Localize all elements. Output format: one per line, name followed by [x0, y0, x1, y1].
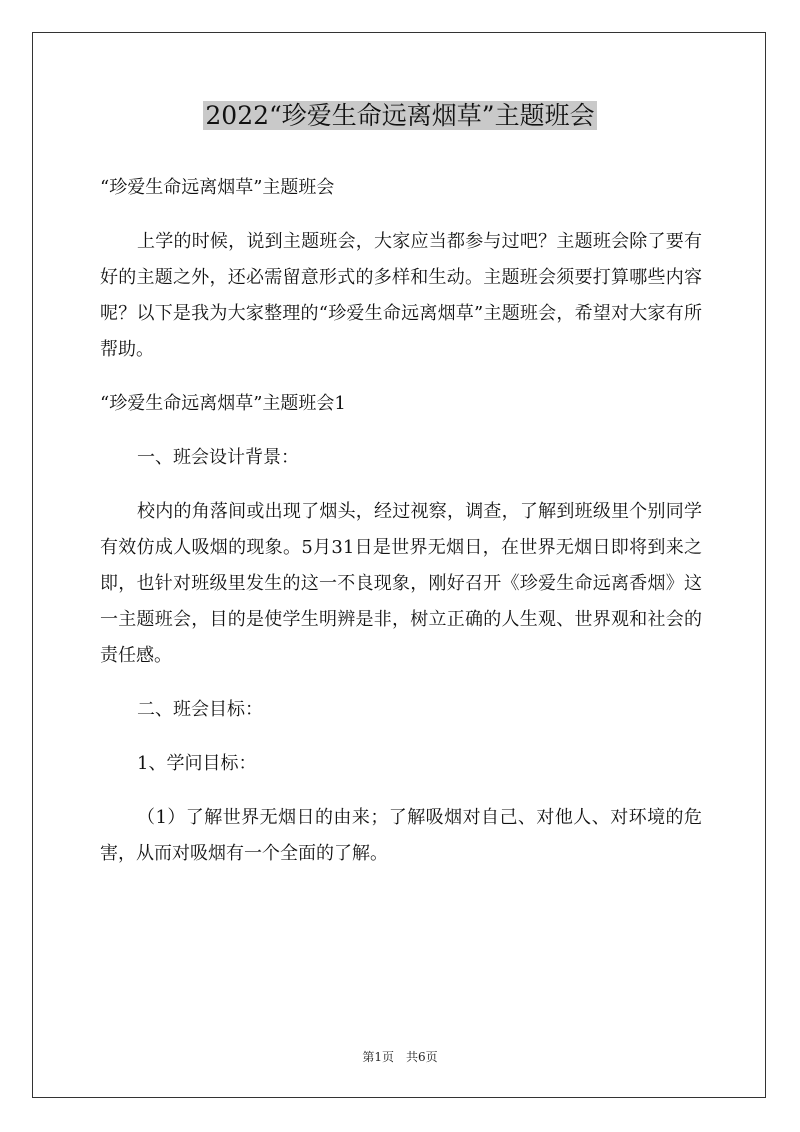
- document-title: [0, 96, 800, 136]
- intro-paragraph: 上学的时候，说到主题班会，大家应当都参与过吧？主题班会除了要有好的主题之外，还必需留意形式的多样和生动。主题班会须要打算哪些内容呢？以下是我为大家整理的“珍爱生命远离烟草”主题班会，希望对大家有所帮助。: [100, 231, 702, 360]
- subtitle-paragraph: “珍爱生命远离烟草”主题班会: [100, 177, 335, 198]
- page-number: 第1页 共6页: [362, 1050, 438, 1064]
- section-heading-1: “珍爱生命远离烟草”主题班会1: [100, 393, 346, 414]
- knowledge-goal-item-1: （1）了解世界无烟日的由来；了解吸烟对自己、对他人、对环境的危害，从而对吸烟有一个全面的了解。: [100, 807, 702, 864]
- goal-heading: 二、班会目标：: [137, 699, 263, 720]
- knowledge-goal-heading: 1、学问目标：: [137, 753, 257, 774]
- background-paragraph: 校内的角落间或出现了烟头，经过视察，调查，了解到班级里个别同学有效仿成人吸烟的现象。5月31日是世界无烟日，在世界无烟日即将到来之即，也针对班级里发生的这一不良现象，刚好召开《珍爱生命远离香烟》这一主题班会，目的是使学生明辨是非，树立正确的人生观、世界观和社会的责任感。: [100, 501, 702, 666]
- page-footer: [0, 1048, 800, 1065]
- document-body: [100, 170, 702, 872]
- background-heading: 一、班会设计背景：: [137, 447, 299, 468]
- document-title-text: 2022“珍爱生命远离烟草”主题班会: [205, 101, 595, 130]
